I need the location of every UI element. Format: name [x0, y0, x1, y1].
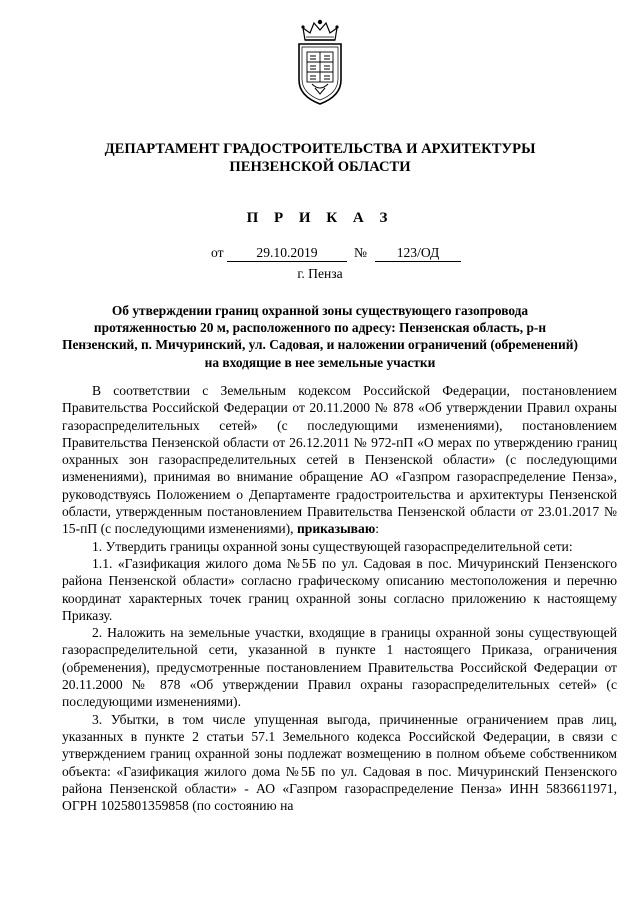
item-2: 2. Наложить на земельные участки, входящие в границы охранной зоны существующей газораспределительной сети, указанной в пункте 1 настоящего Приказа, ограничения (обременения), предусмотренные постановлением Правительства Российской Федерации от 20.11.2000 № 878 «Об утверждении Правил охраны газораспределительных сетей» (с последующими изменениями).: [62, 625, 617, 710]
department-line-2: ПЕНЗЕНСКОЙ ОБЛАСТИ: [229, 159, 411, 175]
order-subject: Об утверждении границ охранной зоны существующего газопровода протяженностью 20 м, расположенного по адресу: Пензенская область, р-н Пензенский, п. Мичуринский, ул. Садовая, и наложении ограничений (обременений) на входящие в нее земельные участки: [62, 303, 578, 370]
order-date: 29.10.2019: [227, 244, 347, 262]
department-title: [40, 140, 600, 176]
intro-order-word: приказываю: [296, 521, 376, 537]
item-3: 3. Убытки, в том числе упущенная выгода, причиненные ограничением прав лиц, указанных в пункте 2 статьи 57.1 Земельного кодекса Российской Федерации, в связи с утверждением границ охранной зоны подлежат возмещению в полном объеме собственником объекта: «Газификация жилого дома №5Б по ул. Садовая в пос. Мичуринский Пензенского района Пензенской области» - АО «Газпром газораспределение Пенза» ИНН 5836611971, ОГРН 1025801359858 (по состоянию на: [62, 711, 617, 814]
intro-end: :: [375, 521, 379, 537]
coat-of-arms-icon: [293, 18, 347, 106]
order-number: 123/ОД: [375, 244, 461, 262]
order-meta: [211, 244, 461, 264]
intro-paragraph: [62, 382, 617, 538]
order-title: П Р И К А З: [246, 210, 394, 226]
item-1: 1. Утвердить границы охранной зоны существующей газораспределительной сети:: [92, 538, 573, 554]
order-body: [62, 382, 617, 814]
date-prefix: от: [211, 245, 224, 260]
department-line-1: ДЕПАРТАМЕНТ ГРАДОСТРОИТЕЛЬСТВА И АРХИТЕКТУРЫ: [104, 141, 536, 157]
city: г. Пенза: [297, 266, 343, 281]
intro-text: В соответствии с Земельным кодексом Российской Федерации, постановлением Правительства Российской Федерации от 20.11.2000 № 878 «Об утверждении Правил охраны газораспределительных сетей» (с последующими изменениями), постановлением Правительства Пензенской области от 26.12.2011 № 972-пП «О мерах по утверждению границ охранных зон газораспределительных сетей в Пензенской области» (с последующими изменениями), принимая во внимание обращение АО «Газпром газораспределение Пенза», руководствуясь Положением о Департаменте градостроительства и архитектуры Пензенской области, утвержденным постановлением Правительства Пензенской области от 23.01.2017 № 15-пП (с последующими изменениями),: [62, 383, 617, 537]
item-1-1: 1.1. «Газификация жилого дома №5Б по ул. Садовая в пос. Мичуринский Пензенского района Пензенской области» согласно графическому описанию местоположения и перечню координат характерных точек границ охранной зоны согласно приложению к настоящему Приказу.: [62, 555, 617, 623]
number-prefix: №: [354, 245, 367, 260]
